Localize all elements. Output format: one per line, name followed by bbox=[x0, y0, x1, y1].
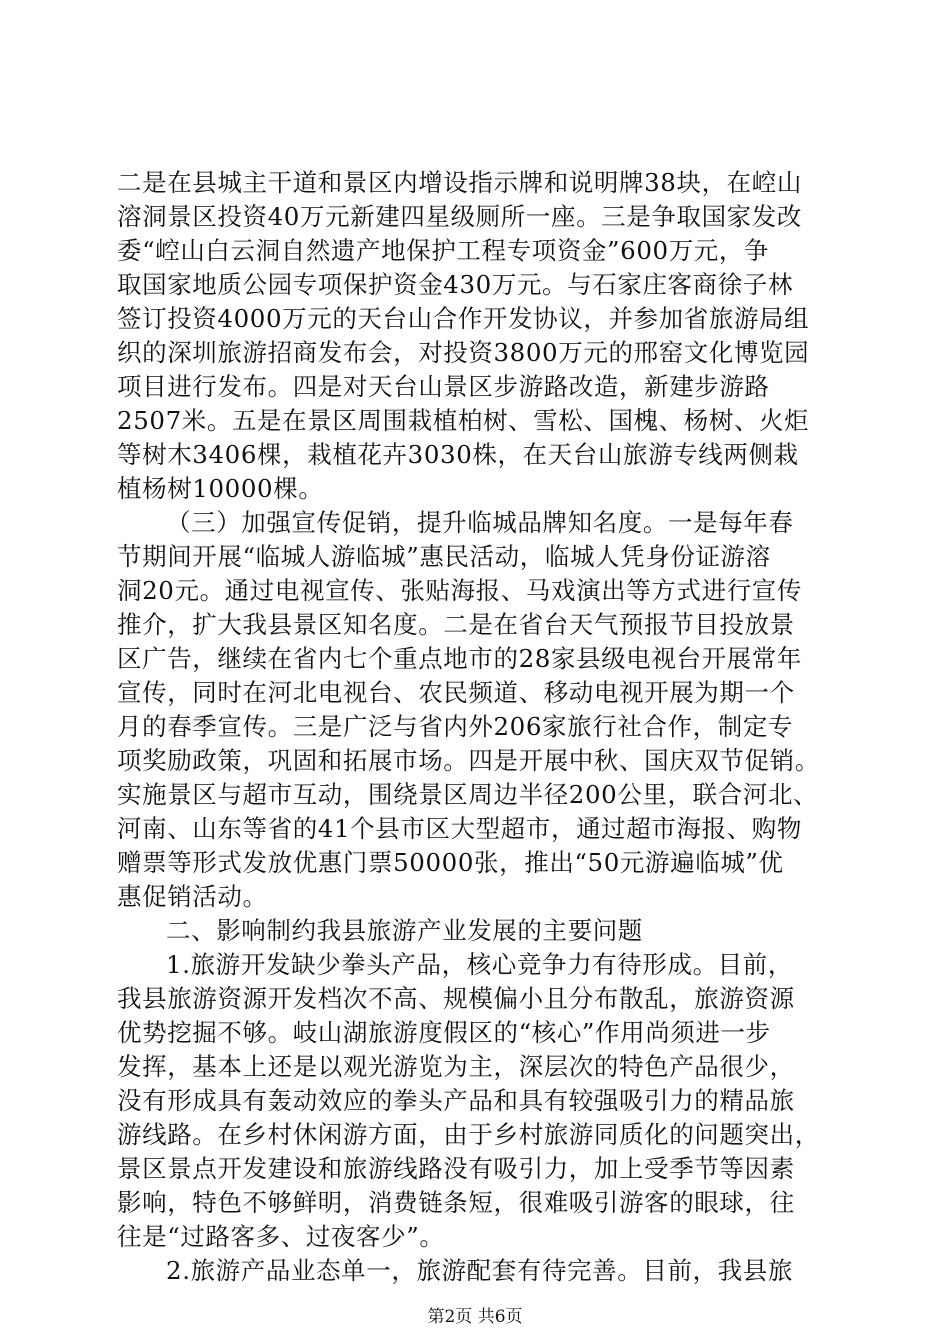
text-line: 2.旅游产品业态单一，旅游配套有待完善。目前，我县旅 bbox=[166, 1256, 793, 1285]
text-line: 月的春季宣传。三是广泛与省内外206家旅行社合作，制定专 bbox=[117, 712, 794, 741]
text-line: 溶洞景区投资40万元新建四星级厕所一座。三是争取国家发改 bbox=[117, 202, 802, 231]
text-line: 织的深圳旅游招商发布会，对投资3800万元的邢窑文化博览园 bbox=[117, 338, 810, 367]
text-line: 推介，扩大我县景区知名度。二是在省台天气预报节目投放景 bbox=[117, 610, 795, 639]
text-line: 项奖励政策，巩固和拓展市场。四是开展中秋、国庆双节促销。 bbox=[117, 746, 820, 775]
text-line: 没有形成具有轰动效应的拳头产品和具有较强吸引力的精品旅 bbox=[117, 1086, 795, 1115]
page-number-footer: 第2页 共6页 bbox=[427, 1307, 523, 1327]
text-line: 取国家地质公园专项保护资金430万元。与石家庄客商徐子林 bbox=[117, 270, 794, 299]
text-line: 区广告，继续在省内七个重点地市的28家县级电视台开展常年 bbox=[117, 644, 802, 673]
text-line: 等树木3406棵，栽植花卉3030株，在天台山旅游专线两侧栽 bbox=[117, 440, 799, 469]
text-line: 项目进行发布。四是对天台山景区步游路改造，新建步游路 bbox=[117, 372, 770, 401]
text-line: 宣传，同时在河北电视台、农民频道、移动电视开展为期一个 bbox=[117, 678, 795, 707]
text-line: 2507米。五是在景区周围栽植柏树、雪松、国槐、杨树、火炬 bbox=[117, 406, 810, 435]
text-line: 景区景点开发建设和旅游线路没有吸引力，加上受季节等因素 bbox=[117, 1154, 795, 1183]
text-line: 赠票等形式发放优惠门票50000张，推出“50元游遍临城”优 bbox=[117, 848, 784, 877]
text-line: 洞20元。通过电视宣传、张贴海报、马戏演出等方式进行宣传 bbox=[117, 576, 802, 605]
section-heading: （三）加强宣传促销，提升临城品牌知名度。一是每年春 bbox=[166, 508, 794, 537]
text-line: 优势挖掘不够。岐山湖旅游度假区的“核心”作用尚须进一步 bbox=[117, 1018, 771, 1047]
text-line: 实施景区与超市互动，围绕景区周边半径200公里，联合河北、 bbox=[117, 780, 819, 809]
text-line: 游线路。在乡村休闲游方面，由于乡村旅游同质化的问题突出， bbox=[117, 1120, 820, 1149]
text-line: 节期间开展“临城人游临城”惠民活动，临城人凭身份证游溶 bbox=[117, 542, 771, 571]
text-line: 发挥，基本上还是以观光游览为主，深层次的特色产品很少， bbox=[117, 1052, 795, 1081]
text-line: 1.旅游开发缺少拳头产品，核心竞争力有待形成。目前， bbox=[166, 950, 793, 979]
text-line: 河南、山东等省的41个县市区大型超市，通过超市海报、购物 bbox=[117, 814, 802, 843]
text-line: 我县旅游资源开发档次不高、规模偏小且分布散乱，旅游资源 bbox=[117, 984, 795, 1013]
text-line: 委“崆山白云洞自然遗产地保护工程专项资金”600万元，争 bbox=[117, 236, 770, 265]
text-line: 二是在县城主干道和景区内增设指示牌和说明牌38块，在崆山 bbox=[117, 168, 802, 197]
text-line: 植杨树10000棵。 bbox=[117, 474, 324, 503]
section-heading: 二、影响制约我县旅游产业发展的主要问题 bbox=[166, 916, 643, 945]
text-line: 影响，特色不够鲜明，消费链条短，很难吸引游客的眼球，往 bbox=[117, 1188, 795, 1217]
text-line: 往是“过路客多、过夜客少”。 bbox=[117, 1222, 445, 1251]
text-line: 惠促销活动。 bbox=[117, 882, 268, 911]
text-line: 签订投资4000万元的天台山合作开发协议，并参加省旅游局组 bbox=[117, 304, 810, 333]
